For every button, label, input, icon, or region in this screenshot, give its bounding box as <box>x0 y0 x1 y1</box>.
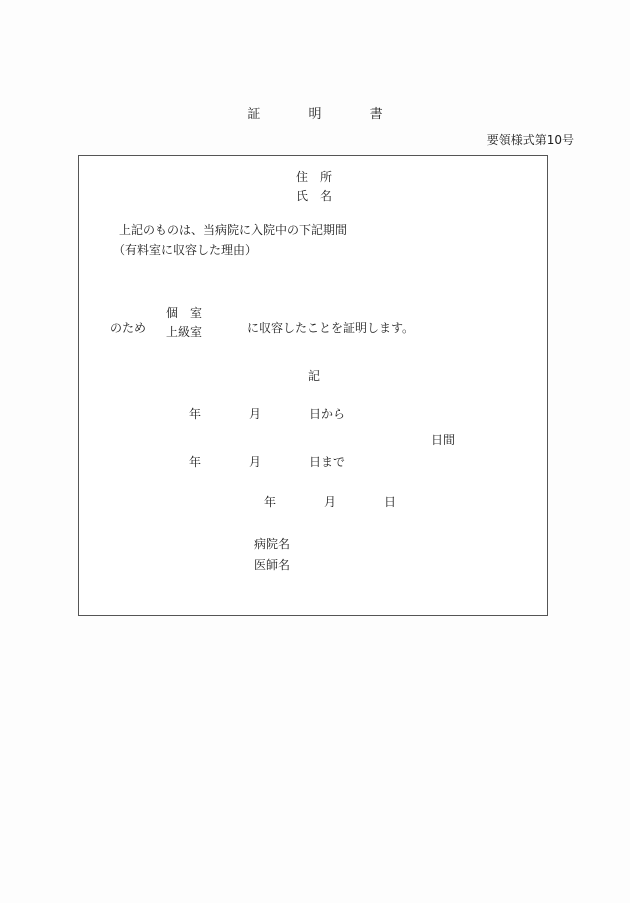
period-from-field[interactable]: 年 月 日から <box>189 407 346 421</box>
doctor-name-label[interactable]: 医師名 <box>254 558 291 572</box>
signature-block <box>254 534 290 576</box>
title-char-1: 証 <box>247 107 261 122</box>
statement-line-2: （有料室に収容した理由） <box>113 243 258 257</box>
certificate-box <box>78 155 548 616</box>
room-type-options <box>166 304 202 342</box>
section-mark: 記 <box>307 369 320 383</box>
reason-lead-label: のため <box>110 321 147 335</box>
issue-date-field[interactable]: 年 月 日 <box>264 495 397 509</box>
name-label: 氏 名 <box>295 189 332 203</box>
room-type-superior[interactable]: 上級室 <box>166 325 203 339</box>
statement-line-1: 上記のものは、当病院に入院中の下記期間 <box>119 223 348 237</box>
hospital-name-label[interactable]: 病院名 <box>254 537 291 551</box>
period-duration-field[interactable]: 日間 <box>431 433 456 447</box>
address-label: 住 所 <box>295 170 332 184</box>
title-char-3: 書 <box>369 107 383 122</box>
document-title <box>0 103 630 122</box>
room-type-private[interactable]: 個 室 <box>166 306 203 320</box>
statement-paragraph <box>113 220 348 260</box>
title-char-2: 明 <box>308 107 322 122</box>
form-number: 要領様式第10号 <box>486 133 574 147</box>
reason-tail-label: に収容したことを証明します。 <box>247 321 415 335</box>
period-to-field[interactable]: 年 月 日まで <box>189 455 346 469</box>
